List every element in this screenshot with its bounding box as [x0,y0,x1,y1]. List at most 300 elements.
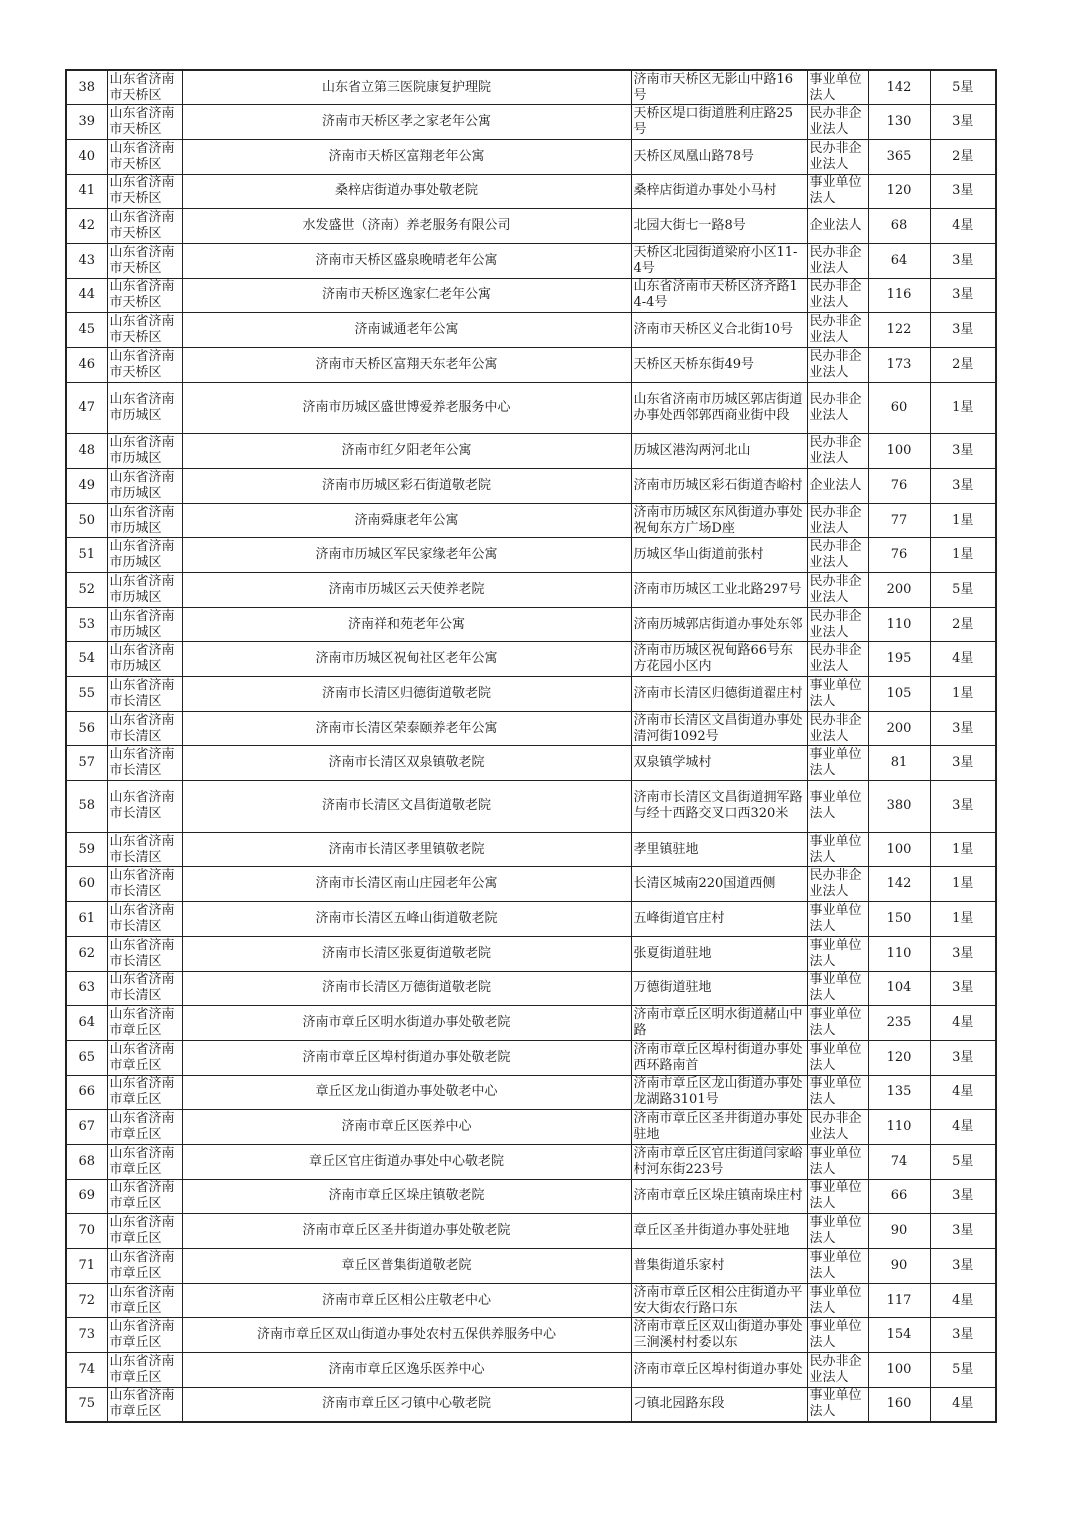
legal-type-cell: 民办非企业法人 [807,607,868,642]
star-rating-cell: 3星 [930,971,996,1006]
address-cell: 济南市历城区祝甸路66号东方花园小区内 [631,642,807,677]
row-number: 62 [66,936,107,971]
region-cell: 山东省济南市章丘区 [107,1249,182,1284]
row-number: 63 [66,971,107,1006]
bed-count-cell: 235 [868,1006,930,1041]
star-rating-cell: 1星 [930,902,996,937]
address-cell: 济南市历城区工业北路297号 [631,573,807,608]
region-cell: 山东省济南市历城区 [107,503,182,538]
row-number: 45 [66,313,107,348]
region-cell: 山东省济南市历城区 [107,642,182,677]
institution-name-cell: 济南市章丘区医养中心 [182,1110,631,1145]
bed-count-cell: 105 [868,677,930,712]
institution-name-cell: 济南市红夕阳老年公寓 [182,434,631,469]
bed-count-cell: 195 [868,642,930,677]
address-cell: 孝里镇驻地 [631,832,807,867]
row-number: 51 [66,538,107,573]
address-cell: 天桥区天桥东街49号 [631,348,807,383]
star-rating-cell: 4星 [930,642,996,677]
nursing-home-table [65,69,997,1423]
region-cell: 山东省济南市章丘区 [107,1214,182,1249]
legal-type-cell: 事业单位法人 [807,832,868,867]
legal-type-cell: 事业单位法人 [807,677,868,712]
table-row [66,468,996,503]
address-cell: 济南市历城区彩石街道杏峪村 [631,468,807,503]
star-rating-cell: 3星 [930,1040,996,1075]
address-cell: 济南市章丘区垛庄镇南垛庄村 [631,1179,807,1214]
star-rating-cell: 4星 [930,1110,996,1145]
address-cell: 济南市历城区东风街道办事处祝甸东方广场D座 [631,503,807,538]
star-rating-cell: 4星 [930,1006,996,1041]
row-number: 42 [66,209,107,244]
region-cell: 山东省济南市长清区 [107,936,182,971]
bed-count-cell: 66 [868,1179,930,1214]
address-cell: 济南市章丘区埠村街道办事处 [631,1353,807,1388]
region-cell: 山东省济南市天桥区 [107,174,182,209]
star-rating-cell: 1星 [930,677,996,712]
star-rating-cell: 3星 [930,711,996,746]
table-row [66,607,996,642]
table-row [66,1318,996,1353]
region-cell: 山东省济南市章丘区 [107,1179,182,1214]
table-row [66,1144,996,1179]
row-number: 72 [66,1283,107,1318]
legal-type-cell: 民办非企业法人 [807,382,868,434]
bed-count-cell: 200 [868,711,930,746]
institution-name-cell: 章丘区官庄街道办事处中心敬老院 [182,1144,631,1179]
table-row [66,1075,996,1110]
bed-count-cell: 135 [868,1075,930,1110]
region-cell: 山东省济南市历城区 [107,607,182,642]
legal-type-cell: 事业单位法人 [807,1144,868,1179]
row-number: 41 [66,174,107,209]
star-rating-cell: 3星 [930,746,996,781]
legal-type-cell: 事业单位法人 [807,70,868,105]
legal-type-cell: 事业单位法人 [807,1214,868,1249]
institution-name-cell: 济南市历城区云天使养老院 [182,573,631,608]
star-rating-cell: 2星 [930,348,996,383]
region-cell: 山东省济南市天桥区 [107,139,182,174]
row-number: 52 [66,573,107,608]
bed-count-cell: 100 [868,832,930,867]
bed-count-cell: 160 [868,1387,930,1422]
bed-count-cell: 120 [868,1040,930,1075]
region-cell: 山东省济南市天桥区 [107,70,182,105]
region-cell: 山东省济南市长清区 [107,832,182,867]
table-row [66,243,996,278]
row-number: 39 [66,105,107,140]
region-cell: 山东省济南市章丘区 [107,1006,182,1041]
table-row [66,746,996,781]
bed-count-cell: 154 [868,1318,930,1353]
region-cell: 山东省济南市长清区 [107,781,182,833]
row-number: 70 [66,1214,107,1249]
address-cell: 济南市天桥区无影山中路16号 [631,70,807,105]
row-number: 44 [66,278,107,313]
bed-count-cell: 60 [868,382,930,434]
institution-name-cell: 济南市章丘区埠村街道办事处敬老院 [182,1040,631,1075]
institution-name-cell: 济南祥和苑老年公寓 [182,607,631,642]
table-row [66,1006,996,1041]
address-cell: 历城区华山街道前张村 [631,538,807,573]
legal-type-cell: 企业法人 [807,468,868,503]
legal-type-cell: 事业单位法人 [807,1075,868,1110]
bed-count-cell: 173 [868,348,930,383]
institution-name-cell: 济南舜康老年公寓 [182,503,631,538]
star-rating-cell: 5星 [930,70,996,105]
bed-count-cell: 200 [868,573,930,608]
institution-name-cell: 济南市天桥区盛泉晚晴老年公寓 [182,243,631,278]
row-number: 57 [66,746,107,781]
institution-name-cell: 济南市章丘区相公庄敬老中心 [182,1283,631,1318]
address-cell: 济南市章丘区埠村街道办事处西环路南首 [631,1040,807,1075]
table-row [66,105,996,140]
star-rating-cell: 4星 [930,1283,996,1318]
institution-name-cell: 济南市历城区祝甸社区老年公寓 [182,642,631,677]
address-cell: 济南市长清区文昌街道办事处清河街1092号 [631,711,807,746]
legal-type-cell: 事业单位法人 [807,1006,868,1041]
bed-count-cell: 110 [868,936,930,971]
row-number: 74 [66,1353,107,1388]
row-number: 55 [66,677,107,712]
table-row [66,503,996,538]
institution-name-cell: 济南市长清区万德街道敬老院 [182,971,631,1006]
table-row [66,867,996,902]
legal-type-cell: 民办非企业法人 [807,243,868,278]
institution-name-cell: 山东省立第三医院康复护理院 [182,70,631,105]
address-cell: 桑梓店街道办事处小马村 [631,174,807,209]
row-number: 64 [66,1006,107,1041]
legal-type-cell: 民办非企业法人 [807,105,868,140]
bed-count-cell: 100 [868,1353,930,1388]
star-rating-cell: 3星 [930,781,996,833]
star-rating-cell: 4星 [930,209,996,244]
star-rating-cell: 3星 [930,468,996,503]
institution-name-cell: 济南市长清区孝里镇敬老院 [182,832,631,867]
institution-name-cell: 济南市章丘区垛庄镇敬老院 [182,1179,631,1214]
address-cell: 济南市章丘区圣井街道办事处驻地 [631,1110,807,1145]
bed-count-cell: 122 [868,313,930,348]
region-cell: 山东省济南市历城区 [107,573,182,608]
address-cell: 天桥区凤凰山路78号 [631,139,807,174]
legal-type-cell: 民办非企业法人 [807,1353,868,1388]
row-number: 65 [66,1040,107,1075]
region-cell: 山东省济南市章丘区 [107,1318,182,1353]
address-cell: 济南市天桥区义合北街10号 [631,313,807,348]
institution-name-cell: 济南市长清区归德街道敬老院 [182,677,631,712]
bed-count-cell: 116 [868,278,930,313]
address-cell: 济南历城郭店街道办事处东邻 [631,607,807,642]
table-row [66,278,996,313]
institution-name-cell: 济南市章丘区逸乐医养中心 [182,1353,631,1388]
institution-name-cell: 济南市长清区张夏街道敬老院 [182,936,631,971]
star-rating-cell: 3星 [930,313,996,348]
table-row [66,832,996,867]
star-rating-cell: 4星 [930,1075,996,1110]
legal-type-cell: 事业单位法人 [807,1249,868,1284]
star-rating-cell: 5星 [930,1353,996,1388]
table-row [66,209,996,244]
star-rating-cell: 4星 [930,1387,996,1422]
legal-type-cell: 事业单位法人 [807,902,868,937]
legal-type-cell: 民办非企业法人 [807,278,868,313]
region-cell: 山东省济南市天桥区 [107,243,182,278]
table-row [66,313,996,348]
row-number: 69 [66,1179,107,1214]
institution-name-cell: 济南市章丘区明水街道办事处敬老院 [182,1006,631,1041]
bed-count-cell: 76 [868,538,930,573]
institution-name-cell: 济南市长清区五峰山街道敬老院 [182,902,631,937]
table-row [66,434,996,469]
legal-type-cell: 民办非企业法人 [807,711,868,746]
region-cell: 山东省济南市长清区 [107,902,182,937]
address-cell: 天桥区堤口街道胜利庄路25号 [631,105,807,140]
row-number: 38 [66,70,107,105]
row-number: 47 [66,382,107,434]
star-rating-cell: 2星 [930,607,996,642]
address-cell: 济南市章丘区相公庄街道办平安大街农行路口东 [631,1283,807,1318]
region-cell: 山东省济南市长清区 [107,867,182,902]
legal-type-cell: 民办非企业法人 [807,313,868,348]
institution-name-cell: 济南市章丘区刁镇中心敬老院 [182,1387,631,1422]
bed-count-cell: 76 [868,468,930,503]
address-cell: 济南市章丘区明水街道赭山中路 [631,1006,807,1041]
bed-count-cell: 100 [868,434,930,469]
address-cell: 长清区城南220国道西侧 [631,867,807,902]
table-row [66,70,996,105]
row-number: 49 [66,468,107,503]
institution-name-cell: 济南市章丘区双山街道办事处农村五保供养服务中心 [182,1318,631,1353]
star-rating-cell: 3星 [930,1179,996,1214]
table-row [66,174,996,209]
row-number: 68 [66,1144,107,1179]
institution-name-cell: 济南市历城区盛世博爱养老服务中心 [182,382,631,434]
star-rating-cell: 3星 [930,243,996,278]
region-cell: 山东省济南市章丘区 [107,1075,182,1110]
region-cell: 山东省济南市章丘区 [107,1353,182,1388]
star-rating-cell: 1星 [930,832,996,867]
address-cell: 张夏街道驻地 [631,936,807,971]
star-rating-cell: 5星 [930,573,996,608]
bed-count-cell: 365 [868,139,930,174]
institution-name-cell: 水发盛世（济南）养老服务有限公司 [182,209,631,244]
star-rating-cell: 2星 [930,139,996,174]
address-cell: 济南市章丘区双山街道办事处三涧溪村村委以东 [631,1318,807,1353]
address-cell: 普集街道乐家村 [631,1249,807,1284]
institution-name-cell: 济南市天桥区富翔天东老年公寓 [182,348,631,383]
address-cell: 历城区港沟两河北山 [631,434,807,469]
region-cell: 山东省济南市天桥区 [107,209,182,244]
region-cell: 山东省济南市历城区 [107,434,182,469]
institution-name-cell: 济南市长清区文昌街道敬老院 [182,781,631,833]
legal-type-cell: 事业单位法人 [807,1179,868,1214]
address-cell: 山东省济南市历城区郭店街道办事处西邻郭西商业街中段 [631,382,807,434]
legal-type-cell: 民办非企业法人 [807,348,868,383]
table-row [66,1283,996,1318]
table-body [66,70,996,1422]
institution-name-cell: 济南市历城区彩石街道敬老院 [182,468,631,503]
star-rating-cell: 3星 [930,434,996,469]
row-number: 71 [66,1249,107,1284]
star-rating-cell: 3星 [930,1249,996,1284]
star-rating-cell: 3星 [930,278,996,313]
institution-name-cell: 桑梓店街道办事处敬老院 [182,174,631,209]
institution-name-cell: 章丘区龙山街道办事处敬老中心 [182,1075,631,1110]
legal-type-cell: 事业单位法人 [807,971,868,1006]
institution-name-cell: 济南诚通老年公寓 [182,313,631,348]
legal-type-cell: 民办非企业法人 [807,642,868,677]
region-cell: 山东省济南市历城区 [107,382,182,434]
region-cell: 山东省济南市历城区 [107,468,182,503]
legal-type-cell: 事业单位法人 [807,174,868,209]
region-cell: 山东省济南市天桥区 [107,105,182,140]
table-row [66,1214,996,1249]
legal-type-cell: 民办非企业法人 [807,503,868,538]
star-rating-cell: 3星 [930,105,996,140]
legal-type-cell: 事业单位法人 [807,1318,868,1353]
region-cell: 山东省济南市章丘区 [107,1283,182,1318]
row-number: 50 [66,503,107,538]
row-number: 56 [66,711,107,746]
bed-count-cell: 117 [868,1283,930,1318]
bed-count-cell: 110 [868,607,930,642]
bed-count-cell: 142 [868,70,930,105]
region-cell: 山东省济南市长清区 [107,677,182,712]
table-row [66,348,996,383]
region-cell: 山东省济南市长清区 [107,746,182,781]
row-number: 67 [66,1110,107,1145]
legal-type-cell: 事业单位法人 [807,746,868,781]
region-cell: 山东省济南市长清区 [107,971,182,1006]
legal-type-cell: 事业单位法人 [807,936,868,971]
bed-count-cell: 90 [868,1214,930,1249]
bed-count-cell: 90 [868,1249,930,1284]
bed-count-cell: 64 [868,243,930,278]
table-row [66,1110,996,1145]
institution-name-cell: 济南市天桥区逸家仁老年公寓 [182,278,631,313]
region-cell: 山东省济南市章丘区 [107,1144,182,1179]
bed-count-cell: 142 [868,867,930,902]
bed-count-cell: 104 [868,971,930,1006]
table-row [66,677,996,712]
institution-name-cell: 济南市长清区双泉镇敬老院 [182,746,631,781]
region-cell: 山东省济南市天桥区 [107,278,182,313]
star-rating-cell: 3星 [930,936,996,971]
table-row [66,1387,996,1422]
region-cell: 山东省济南市章丘区 [107,1110,182,1145]
star-rating-cell: 5星 [930,1144,996,1179]
legal-type-cell: 民办非企业法人 [807,573,868,608]
star-rating-cell: 3星 [930,1214,996,1249]
row-number: 53 [66,607,107,642]
legal-type-cell: 事业单位法人 [807,1283,868,1318]
table-row [66,1040,996,1075]
legal-type-cell: 事业单位法人 [807,781,868,833]
institution-name-cell: 济南市天桥区富翔老年公寓 [182,139,631,174]
table-row [66,902,996,937]
star-rating-cell: 1星 [930,867,996,902]
table-row [66,1179,996,1214]
legal-type-cell: 事业单位法人 [807,1040,868,1075]
address-cell: 山东省济南市天桥区济齐路14-4号 [631,278,807,313]
row-number: 46 [66,348,107,383]
table-row [66,936,996,971]
institution-name-cell: 济南市天桥区孝之家老年公寓 [182,105,631,140]
region-cell: 山东省济南市章丘区 [107,1387,182,1422]
address-cell: 济南市长清区归德街道翟庄村 [631,677,807,712]
region-cell: 山东省济南市长清区 [107,711,182,746]
table-row [66,573,996,608]
table-row [66,382,996,434]
institution-name-cell: 济南市长清区荣泰颐养老年公寓 [182,711,631,746]
legal-type-cell: 民办非企业法人 [807,1110,868,1145]
row-number: 66 [66,1075,107,1110]
row-number: 43 [66,243,107,278]
address-cell: 章丘区圣井街道办事处驻地 [631,1214,807,1249]
bed-count-cell: 150 [868,902,930,937]
institution-name-cell: 济南市章丘区圣井街道办事处敬老院 [182,1214,631,1249]
bed-count-cell: 81 [868,746,930,781]
region-cell: 山东省济南市天桥区 [107,348,182,383]
institution-name-cell: 济南市历城区军民家缘老年公寓 [182,538,631,573]
bed-count-cell: 110 [868,1110,930,1145]
bed-count-cell: 68 [868,209,930,244]
address-cell: 济南市章丘区官庄街道闫家峪村河东街223号 [631,1144,807,1179]
row-number: 73 [66,1318,107,1353]
bed-count-cell: 74 [868,1144,930,1179]
bed-count-cell: 380 [868,781,930,833]
institution-name-cell: 章丘区普集街道敬老院 [182,1249,631,1284]
table-row [66,711,996,746]
region-cell: 山东省济南市历城区 [107,538,182,573]
table-row [66,781,996,833]
table-row [66,1249,996,1284]
row-number: 58 [66,781,107,833]
address-cell: 万德街道驻地 [631,971,807,1006]
table-row [66,139,996,174]
star-rating-cell: 3星 [930,1318,996,1353]
legal-type-cell: 民办非企业法人 [807,139,868,174]
star-rating-cell: 1星 [930,382,996,434]
star-rating-cell: 3星 [930,174,996,209]
table-row [66,642,996,677]
address-cell: 济南市章丘区龙山街道办事处龙湖路3101号 [631,1075,807,1110]
table-row [66,1353,996,1388]
bed-count-cell: 130 [868,105,930,140]
address-cell: 济南市长清区文昌街道拥军路与经十西路交叉口西320米 [631,781,807,833]
row-number: 60 [66,867,107,902]
legal-type-cell: 民办非企业法人 [807,867,868,902]
region-cell: 山东省济南市天桥区 [107,313,182,348]
region-cell: 山东省济南市章丘区 [107,1040,182,1075]
institution-name-cell: 济南市长清区南山庄园老年公寓 [182,867,631,902]
bed-count-cell: 120 [868,174,930,209]
star-rating-cell: 1星 [930,503,996,538]
row-number: 40 [66,139,107,174]
address-cell: 刁镇北园路东段 [631,1387,807,1422]
row-number: 48 [66,434,107,469]
address-cell: 五峰街道官庄村 [631,902,807,937]
legal-type-cell: 民办非企业法人 [807,538,868,573]
bed-count-cell: 77 [868,503,930,538]
legal-type-cell: 事业单位法人 [807,1387,868,1422]
star-rating-cell: 1星 [930,538,996,573]
address-cell: 天桥区北园街道梁府小区11-4号 [631,243,807,278]
row-number: 54 [66,642,107,677]
row-number: 61 [66,902,107,937]
row-number: 59 [66,832,107,867]
address-cell: 双泉镇学城村 [631,746,807,781]
